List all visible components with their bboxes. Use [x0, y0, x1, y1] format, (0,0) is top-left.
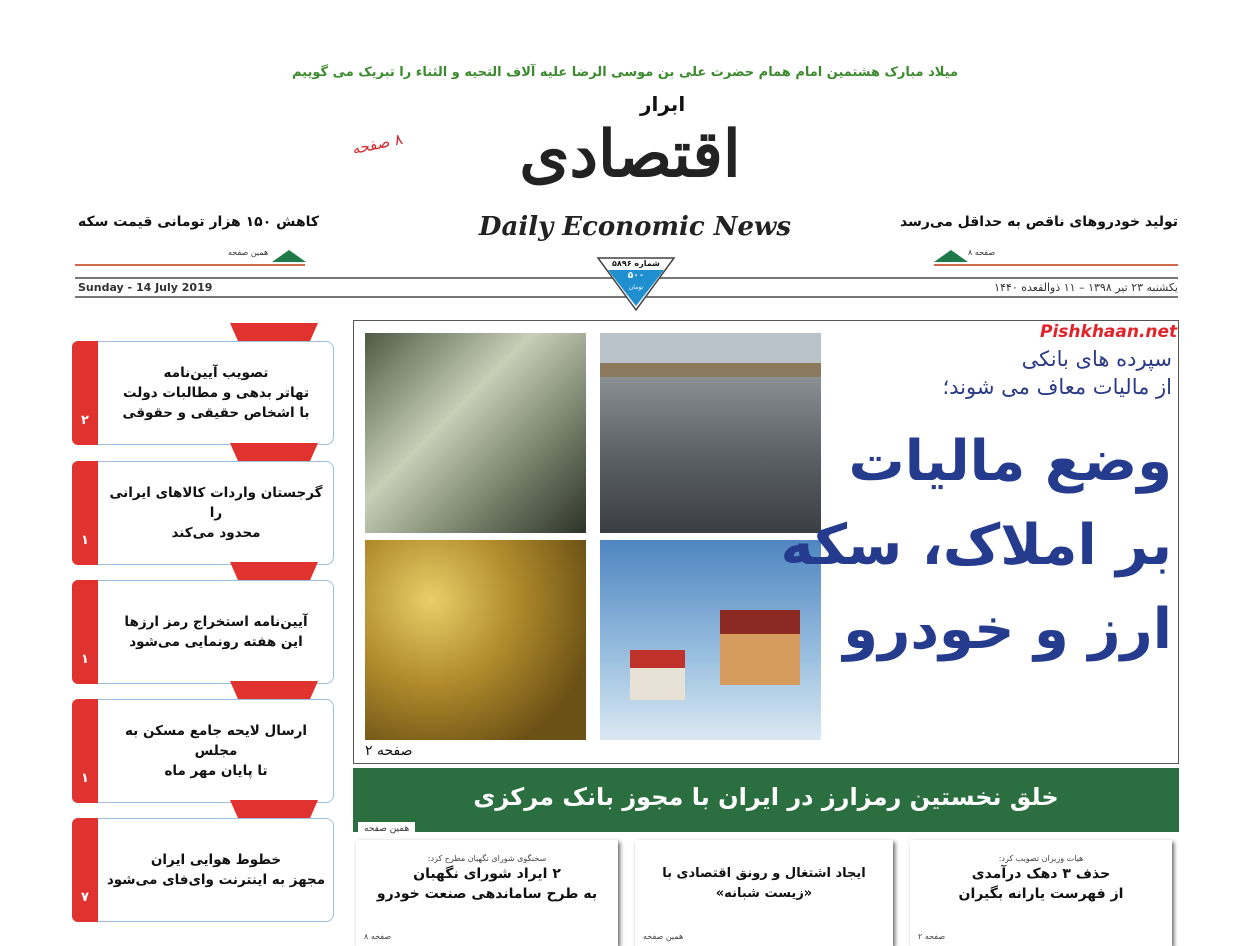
divider: [934, 264, 1178, 266]
side-story-page: ۱: [72, 699, 98, 803]
red-tab: [230, 681, 318, 701]
supra-line-1: سپرده های بانکی: [1021, 347, 1172, 371]
side-story-title: [102, 818, 330, 922]
page-count: ۸ صفحه: [350, 129, 405, 159]
headline-line: ارز و خودرو: [843, 597, 1172, 662]
side-story-line: این هفته رونمایی می‌شود: [129, 634, 303, 650]
side-story-line: خطوط هوایی ایران: [150, 852, 282, 868]
side-story-line: تا پایان مهر ماه: [164, 763, 268, 779]
date-english: Sunday - 14 July 2019: [78, 281, 213, 294]
triangle-icon: [272, 250, 306, 262]
story-card[interactable]: [635, 840, 893, 946]
side-story-line: ارسال لایحه جامع مسکن به مجلس: [124, 723, 308, 759]
lead-supra-title: [942, 345, 1172, 401]
card-title-line: ۲ ایراد شورای نگهبان: [413, 866, 561, 882]
red-tab: [230, 323, 318, 343]
card-page: صفحه ۸: [364, 932, 392, 941]
masthead-logo: اقتصادی: [519, 117, 741, 192]
side-story-page: ۱: [72, 580, 98, 684]
card-title-line: به طرح ساماندهی صنعت خودرو: [376, 886, 598, 902]
teaser-left-page: همین صفحه: [228, 248, 269, 257]
supra-line-2: از مالیات معاف می شوند؛: [942, 375, 1172, 399]
card-page: همین صفحه: [643, 932, 684, 941]
card-title-line: حذف ۳ دهک درآمدی: [971, 866, 1111, 882]
side-story-line: آیین‌نامه استخراج رمز ارزها: [124, 614, 308, 630]
headline-line: وضع مالیات: [848, 429, 1172, 494]
banner-page: همین صفحه: [358, 822, 415, 836]
story-card[interactable]: [356, 840, 618, 946]
currency: تومان: [628, 284, 644, 291]
lead-headline[interactable]: [781, 420, 1172, 672]
card-kicker: [641, 854, 887, 864]
card-title-line: از فهرست یارانه بگیران: [958, 886, 1124, 902]
card-title-line: ایجاد اشتغال و رونق اقتصادی با «زیست شبانه»: [662, 866, 866, 901]
story-card[interactable]: [910, 840, 1172, 946]
side-story-line: مجهز به اینترنت وای‌فای می‌شود: [106, 872, 326, 888]
divider: [75, 264, 305, 266]
banner-headline[interactable]: خلق نخستین رمزارز در ایران با مجوز بانک مرکزی: [473, 783, 1059, 811]
date-persian: یکشنبه ۲۳ تیر ۱۳۹۸ – ۱۱ ذوالقعده ۱۴۴۰: [994, 281, 1178, 294]
red-tab: [230, 443, 318, 463]
side-story-line: تصویب آیین‌نامه: [163, 365, 269, 381]
red-tab: [230, 562, 318, 582]
watermark: Pishkhaan.net: [1040, 322, 1178, 342]
triangle-icon: [934, 250, 968, 262]
side-story-line: با اشخاص حقیقی و حقوقی: [122, 405, 310, 421]
headline-line: بر املاک، سکه: [780, 513, 1172, 578]
side-story-line: گرجستان واردات کالاهای ایرانی را: [109, 485, 323, 521]
side-story-page: ۲: [72, 341, 98, 445]
issue-badge: [596, 256, 676, 312]
teaser-left-title[interactable]: کاهش ۱۵۰ هزار تومانی قیمت سکه: [78, 214, 320, 230]
card-kicker: سخنگوی شورای نگهبان مطرح کرد:: [427, 854, 547, 863]
top-greeting: میلاد مبارک هشتمین امام همام حضرت علی بن موسی الرضا علیه آلاف التحیه و الثناء را تبریک می گوییم: [291, 65, 959, 80]
side-story-line: تهاتر بدهی و مطالبات دولت: [122, 385, 310, 401]
dollars-photo: [365, 333, 586, 533]
side-story-line: محدود می‌کند: [171, 525, 261, 541]
issue-number: شماره ۵۸۹۶: [612, 259, 660, 268]
gold-coins-photo: [365, 540, 586, 740]
teaser-right-title[interactable]: تولید خودروهای ناقص به حداقل می‌رسد: [900, 214, 1178, 230]
red-tab: [230, 800, 318, 820]
price: ۵۰۰: [627, 271, 645, 281]
card-page: صفحه ۲: [918, 932, 946, 941]
side-story-title: [102, 461, 330, 565]
side-story-page: ۱: [72, 461, 98, 565]
card-kicker: هیات وزیران تصویب کرد:: [998, 854, 1084, 863]
side-story-title: [102, 699, 330, 803]
side-story-title: [102, 341, 330, 445]
masthead-logo-small: ابرار: [640, 92, 686, 116]
side-story-page: ۷: [72, 818, 98, 922]
teaser-right-page: صفحه ۸: [968, 248, 996, 257]
masthead-english: Daily Economic News: [478, 212, 792, 242]
lead-page: صفحه ۲: [365, 743, 413, 759]
side-story-title: [102, 580, 330, 684]
